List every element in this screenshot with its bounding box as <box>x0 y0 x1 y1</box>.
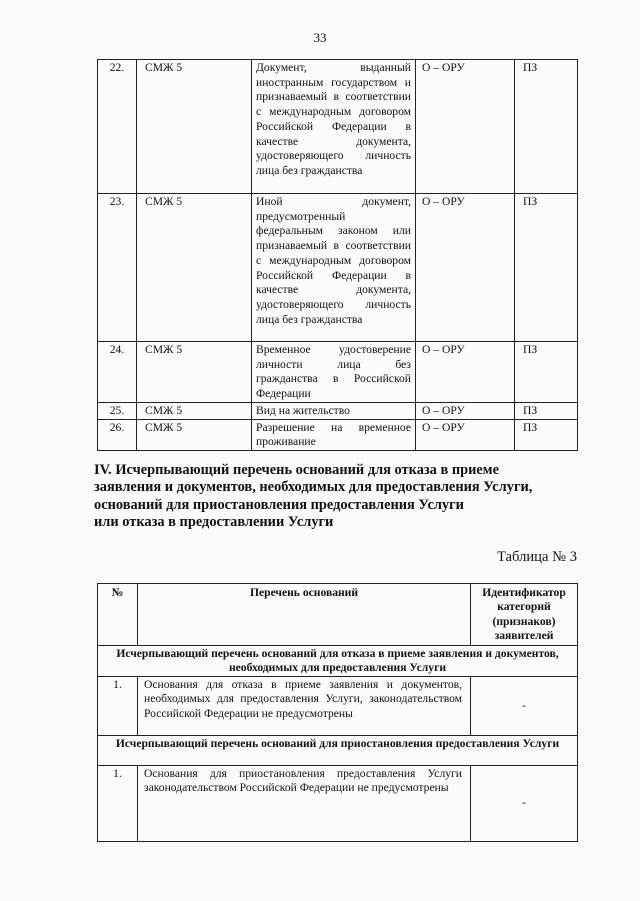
row-operation: О – ОРУ <box>416 194 515 342</box>
row-number: 24. <box>98 342 137 403</box>
header-grounds-list: Перечень оснований <box>138 584 471 646</box>
table-header-row <box>98 584 578 646</box>
row-pz: ПЗ <box>515 60 578 194</box>
row-code: СМЖ 5 <box>137 342 252 403</box>
row-code: СМЖ 5 <box>137 419 252 450</box>
grounds-table <box>97 583 578 842</box>
row-operation: О – ОРУ <box>416 60 515 194</box>
section-heading-line: IV. Исчерпывающий перечень оснований для отказа в приеме <box>94 462 500 478</box>
page-number: 33 <box>313 30 327 45</box>
row-grounds-text: Основания для приостановления предоставления Услуги законодательством Российской Федерации не предусмотрены <box>138 766 471 842</box>
row-document: Разрешение на временное проживание <box>252 419 416 450</box>
table-row <box>98 194 578 342</box>
row-grounds-text: Основания для отказа в приеме заявления и документов, необходимых для предоставления Услуги, законодательством Российской Федерации не предусмотрены <box>138 677 471 736</box>
row-category-id: - <box>471 766 578 842</box>
section-heading-line: или отказа в предоставлении Услуги <box>94 513 334 530</box>
row-number: 1. <box>98 677 138 736</box>
group-title-row <box>98 736 578 766</box>
table-row <box>98 402 578 419</box>
row-category-id: - <box>471 677 578 736</box>
table-row <box>98 342 578 403</box>
table-row <box>98 677 578 736</box>
section-heading <box>94 462 574 531</box>
section-heading-line: оснований для приостановления предоставления Услуги <box>94 496 464 513</box>
table-row <box>98 766 578 842</box>
group-title: Исчерпывающий перечень оснований для приостановления предоставления Услуги <box>98 736 578 766</box>
row-document: Вид на жительство <box>252 402 416 419</box>
row-pz: ПЗ <box>515 342 578 403</box>
table-row <box>98 419 578 450</box>
row-number: 22. <box>98 60 137 194</box>
row-pz: ПЗ <box>515 419 578 450</box>
table-row <box>98 60 578 194</box>
group-title-row <box>98 646 578 677</box>
header-number: № <box>98 584 138 646</box>
row-code: СМЖ 5 <box>137 60 252 194</box>
row-operation: О – ОРУ <box>416 419 515 450</box>
section-heading-line: заявления и документов, необходимых для предоставления Услуги, <box>94 479 533 496</box>
group-title: Исчерпывающий перечень оснований для отказа в приеме заявления и документов, необходимых для предоставления Услуги <box>98 646 578 677</box>
header-category-id: Идентификатор категорий (признаков) заявителей <box>471 584 578 646</box>
row-pz: ПЗ <box>515 402 578 419</box>
row-operation: О – ОРУ <box>416 342 515 403</box>
row-code: СМЖ 5 <box>137 194 252 342</box>
row-document: Документ, выданный иностранным государством и признаваемый в соответствии с международным договором Российской Федерации в качестве документа, удостоверяющего личность лица без гражданства <box>252 60 416 194</box>
row-operation: О – ОРУ <box>416 402 515 419</box>
row-number: 23. <box>98 194 137 342</box>
row-number: 26. <box>98 419 137 450</box>
row-number: 25. <box>98 402 137 419</box>
documents-table-continuation <box>97 59 578 451</box>
row-document: Иной документ, предусмотренный федеральным законом или признаваемый в соответствии с международным договором Российской Федерации в качестве документа, удостоверяющего личность лица без гражданства <box>252 194 416 342</box>
row-code: СМЖ 5 <box>137 402 252 419</box>
row-pz: ПЗ <box>515 194 578 342</box>
row-document: Временное удостоверение личности лица без гражданства в Российской Федерации <box>252 342 416 403</box>
row-number: 1. <box>98 766 138 842</box>
table-caption: Таблица № 3 <box>497 549 577 565</box>
